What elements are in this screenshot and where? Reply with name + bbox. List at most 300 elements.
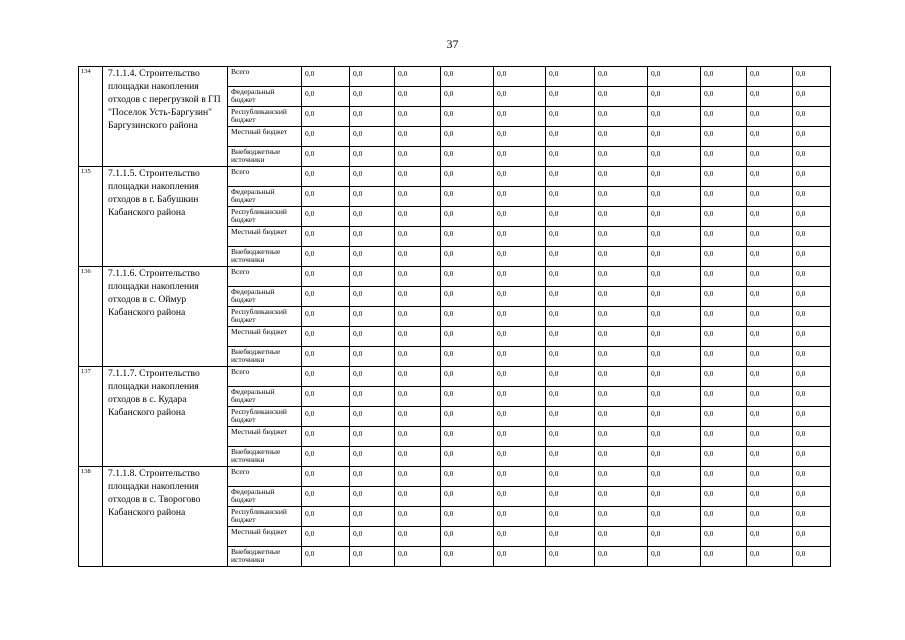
value-cell: 0,0 (494, 147, 546, 167)
row-number: 135 (79, 167, 103, 267)
value-cell: 0,0 (747, 247, 793, 267)
value-cell: 0,0 (747, 187, 793, 207)
value-cell: 0,0 (441, 347, 494, 367)
activity-name: 7.1.1.8. Строительство площадки накопления отходов в с. Творогово Кабанского района (103, 467, 228, 567)
value-cell: 0,0 (494, 467, 546, 487)
value-cell: 0,0 (793, 67, 831, 87)
value-cell: 0,0 (747, 507, 793, 527)
value-cell: 0,0 (546, 547, 595, 567)
value-cell: 0,0 (395, 127, 441, 147)
value-cell: 0,0 (350, 367, 395, 387)
value-cell: 0,0 (395, 527, 441, 547)
value-cell: 0,0 (701, 427, 747, 447)
value-cell: 0,0 (648, 447, 701, 467)
value-cell: 0,0 (494, 307, 546, 327)
value-cell: 0,0 (350, 347, 395, 367)
value-cell: 0,0 (648, 467, 701, 487)
value-cell: 0,0 (395, 167, 441, 187)
value-cell: 0,0 (494, 507, 546, 527)
value-cell: 0,0 (546, 427, 595, 447)
value-cell: 0,0 (302, 327, 350, 347)
table-row (79, 267, 831, 287)
value-cell: 0,0 (395, 387, 441, 407)
value-cell: 0,0 (441, 147, 494, 167)
value-cell: 0,0 (747, 267, 793, 287)
value-cell: 0,0 (793, 247, 831, 267)
value-cell: 0,0 (747, 487, 793, 507)
value-cell: 0,0 (350, 107, 395, 127)
value-cell: 0,0 (546, 367, 595, 387)
value-cell: 0,0 (648, 427, 701, 447)
value-cell: 0,0 (793, 307, 831, 327)
value-cell: 0,0 (441, 467, 494, 487)
value-cell: 0,0 (494, 87, 546, 107)
value-cell: 0,0 (395, 307, 441, 327)
activity-name: 7.1.1.7. Строительство площадки накопления отходов в с. Кудара Кабанского района (103, 367, 228, 467)
value-cell: 0,0 (441, 547, 494, 567)
value-cell: 0,0 (793, 367, 831, 387)
value-cell: 0,0 (546, 507, 595, 527)
value-cell: 0,0 (595, 547, 648, 567)
value-cell: 0,0 (595, 427, 648, 447)
value-cell: 0,0 (395, 407, 441, 427)
funding-source: Внебюджетные источники (228, 547, 302, 567)
value-cell: 0,0 (595, 67, 648, 87)
funding-source: Внебюджетные источники (228, 147, 302, 167)
value-cell: 0,0 (648, 207, 701, 227)
value-cell: 0,0 (395, 207, 441, 227)
value-cell: 0,0 (441, 447, 494, 467)
value-cell: 0,0 (302, 87, 350, 107)
value-cell: 0,0 (747, 67, 793, 87)
table-row (79, 467, 831, 487)
value-cell: 0,0 (395, 147, 441, 167)
value-cell: 0,0 (395, 327, 441, 347)
value-cell: 0,0 (648, 507, 701, 527)
value-cell: 0,0 (441, 507, 494, 527)
value-cell: 0,0 (546, 87, 595, 107)
value-cell: 0,0 (395, 187, 441, 207)
value-cell: 0,0 (395, 467, 441, 487)
value-cell: 0,0 (494, 187, 546, 207)
value-cell: 0,0 (494, 167, 546, 187)
value-cell: 0,0 (747, 167, 793, 187)
value-cell: 0,0 (350, 147, 395, 167)
value-cell: 0,0 (747, 207, 793, 227)
value-cell: 0,0 (793, 507, 831, 527)
value-cell: 0,0 (793, 127, 831, 147)
value-cell: 0,0 (494, 447, 546, 467)
value-cell: 0,0 (546, 247, 595, 267)
value-cell: 0,0 (595, 467, 648, 487)
value-cell: 0,0 (441, 287, 494, 307)
value-cell: 0,0 (546, 267, 595, 287)
value-cell: 0,0 (441, 207, 494, 227)
value-cell: 0,0 (793, 147, 831, 167)
activity-name: 7.1.1.4. Строительство площадки накопления отходов с перегрузкой в ГП "Поселок Усть-Баргузин" Баргузинского района (103, 67, 228, 167)
value-cell: 0,0 (441, 307, 494, 327)
value-cell: 0,0 (648, 307, 701, 327)
value-cell: 0,0 (350, 487, 395, 507)
value-cell: 0,0 (793, 447, 831, 467)
value-cell: 0,0 (747, 327, 793, 347)
funding-source: Всего (228, 367, 302, 387)
value-cell: 0,0 (701, 87, 747, 107)
value-cell: 0,0 (350, 427, 395, 447)
row-number: 136 (79, 267, 103, 367)
value-cell: 0,0 (648, 87, 701, 107)
value-cell: 0,0 (595, 487, 648, 507)
value-cell: 0,0 (595, 207, 648, 227)
value-cell: 0,0 (441, 327, 494, 347)
value-cell: 0,0 (302, 287, 350, 307)
value-cell: 0,0 (395, 487, 441, 507)
value-cell: 0,0 (441, 187, 494, 207)
value-cell: 0,0 (648, 407, 701, 427)
value-cell: 0,0 (793, 467, 831, 487)
value-cell: 0,0 (395, 447, 441, 467)
value-cell: 0,0 (494, 387, 546, 407)
value-cell: 0,0 (595, 87, 648, 107)
value-cell: 0,0 (302, 127, 350, 147)
value-cell: 0,0 (793, 107, 831, 127)
row-number: 138 (79, 467, 103, 567)
value-cell: 0,0 (494, 347, 546, 367)
value-cell: 0,0 (546, 387, 595, 407)
value-cell: 0,0 (701, 527, 747, 547)
value-cell: 0,0 (494, 127, 546, 147)
value-cell: 0,0 (546, 127, 595, 147)
value-cell: 0,0 (302, 167, 350, 187)
value-cell: 0,0 (395, 507, 441, 527)
funding-source: Местный бюджет (228, 427, 302, 447)
value-cell: 0,0 (595, 167, 648, 187)
value-cell: 0,0 (494, 287, 546, 307)
value-cell: 0,0 (793, 427, 831, 447)
value-cell: 0,0 (648, 147, 701, 167)
value-cell: 0,0 (648, 327, 701, 347)
value-cell: 0,0 (595, 407, 648, 427)
value-cell: 0,0 (395, 547, 441, 567)
value-cell: 0,0 (648, 167, 701, 187)
value-cell: 0,0 (747, 287, 793, 307)
value-cell: 0,0 (546, 347, 595, 367)
value-cell: 0,0 (747, 227, 793, 247)
value-cell: 0,0 (302, 347, 350, 367)
value-cell: 0,0 (793, 487, 831, 507)
funding-source: Всего (228, 167, 302, 187)
value-cell: 0,0 (595, 447, 648, 467)
value-cell: 0,0 (546, 327, 595, 347)
table-row (79, 167, 831, 187)
value-cell: 0,0 (350, 507, 395, 527)
value-cell: 0,0 (494, 227, 546, 247)
value-cell: 0,0 (747, 387, 793, 407)
funding-source: Внебюджетные источники (228, 247, 302, 267)
value-cell: 0,0 (350, 307, 395, 327)
value-cell: 0,0 (302, 427, 350, 447)
funding-source: Федеральный бюджет (228, 487, 302, 507)
row-number: 134 (79, 67, 103, 167)
value-cell: 0,0 (648, 387, 701, 407)
value-cell: 0,0 (701, 227, 747, 247)
value-cell: 0,0 (441, 367, 494, 387)
value-cell: 0,0 (747, 407, 793, 427)
value-cell: 0,0 (747, 547, 793, 567)
value-cell: 0,0 (350, 207, 395, 227)
value-cell: 0,0 (350, 227, 395, 247)
value-cell: 0,0 (793, 387, 831, 407)
value-cell: 0,0 (701, 387, 747, 407)
value-cell: 0,0 (747, 87, 793, 107)
value-cell: 0,0 (595, 187, 648, 207)
table-body (79, 67, 831, 567)
value-cell: 0,0 (701, 107, 747, 127)
value-cell: 0,0 (494, 327, 546, 347)
value-cell: 0,0 (648, 367, 701, 387)
value-cell: 0,0 (701, 367, 747, 387)
value-cell: 0,0 (747, 367, 793, 387)
funding-source: Местный бюджет (228, 327, 302, 347)
value-cell: 0,0 (494, 527, 546, 547)
value-cell: 0,0 (701, 507, 747, 527)
value-cell: 0,0 (302, 267, 350, 287)
value-cell: 0,0 (350, 67, 395, 87)
value-cell: 0,0 (546, 527, 595, 547)
value-cell: 0,0 (793, 327, 831, 347)
value-cell: 0,0 (701, 547, 747, 567)
value-cell: 0,0 (302, 447, 350, 467)
value-cell: 0,0 (494, 247, 546, 267)
value-cell: 0,0 (648, 487, 701, 507)
value-cell: 0,0 (701, 207, 747, 227)
funding-source: Федеральный бюджет (228, 387, 302, 407)
value-cell: 0,0 (350, 387, 395, 407)
value-cell: 0,0 (793, 407, 831, 427)
table-row (79, 367, 831, 387)
value-cell: 0,0 (793, 227, 831, 247)
value-cell: 0,0 (350, 467, 395, 487)
value-cell: 0,0 (546, 107, 595, 127)
value-cell: 0,0 (350, 447, 395, 467)
value-cell: 0,0 (648, 67, 701, 87)
value-cell: 0,0 (441, 167, 494, 187)
value-cell: 0,0 (350, 187, 395, 207)
value-cell: 0,0 (701, 127, 747, 147)
value-cell: 0,0 (395, 67, 441, 87)
value-cell: 0,0 (701, 67, 747, 87)
value-cell: 0,0 (793, 527, 831, 547)
value-cell: 0,0 (302, 187, 350, 207)
value-cell: 0,0 (494, 427, 546, 447)
value-cell: 0,0 (441, 387, 494, 407)
value-cell: 0,0 (441, 527, 494, 547)
value-cell: 0,0 (441, 487, 494, 507)
value-cell: 0,0 (595, 247, 648, 267)
value-cell: 0,0 (793, 347, 831, 367)
value-cell: 0,0 (648, 127, 701, 147)
value-cell: 0,0 (441, 67, 494, 87)
funding-source: Республиканский бюджет (228, 407, 302, 427)
value-cell: 0,0 (302, 547, 350, 567)
value-cell: 0,0 (747, 347, 793, 367)
value-cell: 0,0 (302, 207, 350, 227)
value-cell: 0,0 (546, 67, 595, 87)
value-cell: 0,0 (350, 167, 395, 187)
value-cell: 0,0 (595, 107, 648, 127)
value-cell: 0,0 (441, 127, 494, 147)
row-number: 137 (79, 367, 103, 467)
value-cell: 0,0 (302, 467, 350, 487)
value-cell: 0,0 (395, 227, 441, 247)
value-cell: 0,0 (747, 467, 793, 487)
value-cell: 0,0 (302, 107, 350, 127)
funding-source: Внебюджетные источники (228, 347, 302, 367)
value-cell: 0,0 (350, 327, 395, 347)
value-cell: 0,0 (595, 387, 648, 407)
value-cell: 0,0 (747, 307, 793, 327)
funding-source: Местный бюджет (228, 227, 302, 247)
value-cell: 0,0 (494, 407, 546, 427)
value-cell: 0,0 (395, 247, 441, 267)
value-cell: 0,0 (494, 67, 546, 87)
value-cell: 0,0 (747, 107, 793, 127)
value-cell: 0,0 (302, 247, 350, 267)
value-cell: 0,0 (595, 287, 648, 307)
value-cell: 0,0 (701, 327, 747, 347)
value-cell: 0,0 (793, 287, 831, 307)
value-cell: 0,0 (747, 147, 793, 167)
funding-source: Местный бюджет (228, 527, 302, 547)
value-cell: 0,0 (494, 207, 546, 227)
value-cell: 0,0 (350, 127, 395, 147)
value-cell: 0,0 (395, 367, 441, 387)
value-cell: 0,0 (648, 527, 701, 547)
value-cell: 0,0 (395, 267, 441, 287)
financing-table (78, 66, 831, 567)
value-cell: 0,0 (595, 307, 648, 327)
value-cell: 0,0 (350, 547, 395, 567)
value-cell: 0,0 (302, 387, 350, 407)
value-cell: 0,0 (747, 527, 793, 547)
value-cell: 0,0 (494, 367, 546, 387)
value-cell: 0,0 (595, 507, 648, 527)
value-cell: 0,0 (441, 407, 494, 427)
value-cell: 0,0 (302, 227, 350, 247)
value-cell: 0,0 (350, 407, 395, 427)
value-cell: 0,0 (793, 167, 831, 187)
value-cell: 0,0 (595, 267, 648, 287)
value-cell: 0,0 (441, 87, 494, 107)
value-cell: 0,0 (302, 367, 350, 387)
value-cell: 0,0 (701, 487, 747, 507)
value-cell: 0,0 (747, 447, 793, 467)
value-cell: 0,0 (648, 287, 701, 307)
funding-source: Республиканский бюджет (228, 207, 302, 227)
value-cell: 0,0 (648, 107, 701, 127)
value-cell: 0,0 (350, 287, 395, 307)
value-cell: 0,0 (648, 547, 701, 567)
value-cell: 0,0 (546, 207, 595, 227)
value-cell: 0,0 (441, 247, 494, 267)
value-cell: 0,0 (595, 127, 648, 147)
value-cell: 0,0 (747, 127, 793, 147)
funding-source: Всего (228, 467, 302, 487)
value-cell: 0,0 (701, 187, 747, 207)
value-cell: 0,0 (648, 347, 701, 367)
value-cell: 0,0 (546, 167, 595, 187)
value-cell: 0,0 (350, 267, 395, 287)
value-cell: 0,0 (648, 247, 701, 267)
value-cell: 0,0 (494, 267, 546, 287)
funding-source: Всего (228, 67, 302, 87)
value-cell: 0,0 (701, 287, 747, 307)
value-cell: 0,0 (441, 227, 494, 247)
funding-source: Федеральный бюджет (228, 287, 302, 307)
value-cell: 0,0 (595, 227, 648, 247)
value-cell: 0,0 (302, 307, 350, 327)
funding-source: Федеральный бюджет (228, 187, 302, 207)
value-cell: 0,0 (701, 407, 747, 427)
value-cell: 0,0 (595, 347, 648, 367)
value-cell: 0,0 (350, 247, 395, 267)
table-row (79, 67, 831, 87)
value-cell: 0,0 (395, 87, 441, 107)
value-cell: 0,0 (494, 107, 546, 127)
value-cell: 0,0 (701, 307, 747, 327)
value-cell: 0,0 (793, 547, 831, 567)
value-cell: 0,0 (441, 107, 494, 127)
value-cell: 0,0 (701, 147, 747, 167)
page-number: 37 (446, 37, 459, 51)
value-cell: 0,0 (793, 267, 831, 287)
activity-name: 7.1.1.6. Строительство площадки накопления отходов в с. Оймур Кабанского района (103, 267, 228, 367)
activity-name: 7.1.1.5. Строительство площадки накопления отходов в г. Бабушкин Кабанского района (103, 167, 228, 267)
value-cell: 0,0 (546, 287, 595, 307)
value-cell: 0,0 (595, 147, 648, 167)
value-cell: 0,0 (546, 467, 595, 487)
value-cell: 0,0 (546, 487, 595, 507)
value-cell: 0,0 (595, 327, 648, 347)
value-cell: 0,0 (494, 547, 546, 567)
value-cell: 0,0 (648, 187, 701, 207)
funding-source: Республиканский бюджет (228, 307, 302, 327)
value-cell: 0,0 (701, 267, 747, 287)
value-cell: 0,0 (350, 87, 395, 107)
value-cell: 0,0 (546, 187, 595, 207)
value-cell: 0,0 (395, 107, 441, 127)
value-cell: 0,0 (793, 87, 831, 107)
funding-source: Всего (228, 267, 302, 287)
value-cell: 0,0 (701, 467, 747, 487)
value-cell: 0,0 (441, 267, 494, 287)
value-cell: 0,0 (595, 527, 648, 547)
value-cell: 0,0 (395, 287, 441, 307)
value-cell: 0,0 (494, 487, 546, 507)
funding-source: Внебюджетные источники (228, 447, 302, 467)
funding-source: Федеральный бюджет (228, 87, 302, 107)
value-cell: 0,0 (546, 407, 595, 427)
value-cell: 0,0 (747, 427, 793, 447)
value-cell: 0,0 (793, 187, 831, 207)
value-cell: 0,0 (546, 307, 595, 327)
value-cell: 0,0 (546, 447, 595, 467)
value-cell: 0,0 (793, 207, 831, 227)
value-cell: 0,0 (701, 347, 747, 367)
value-cell: 0,0 (648, 227, 701, 247)
value-cell: 0,0 (302, 67, 350, 87)
value-cell: 0,0 (546, 227, 595, 247)
